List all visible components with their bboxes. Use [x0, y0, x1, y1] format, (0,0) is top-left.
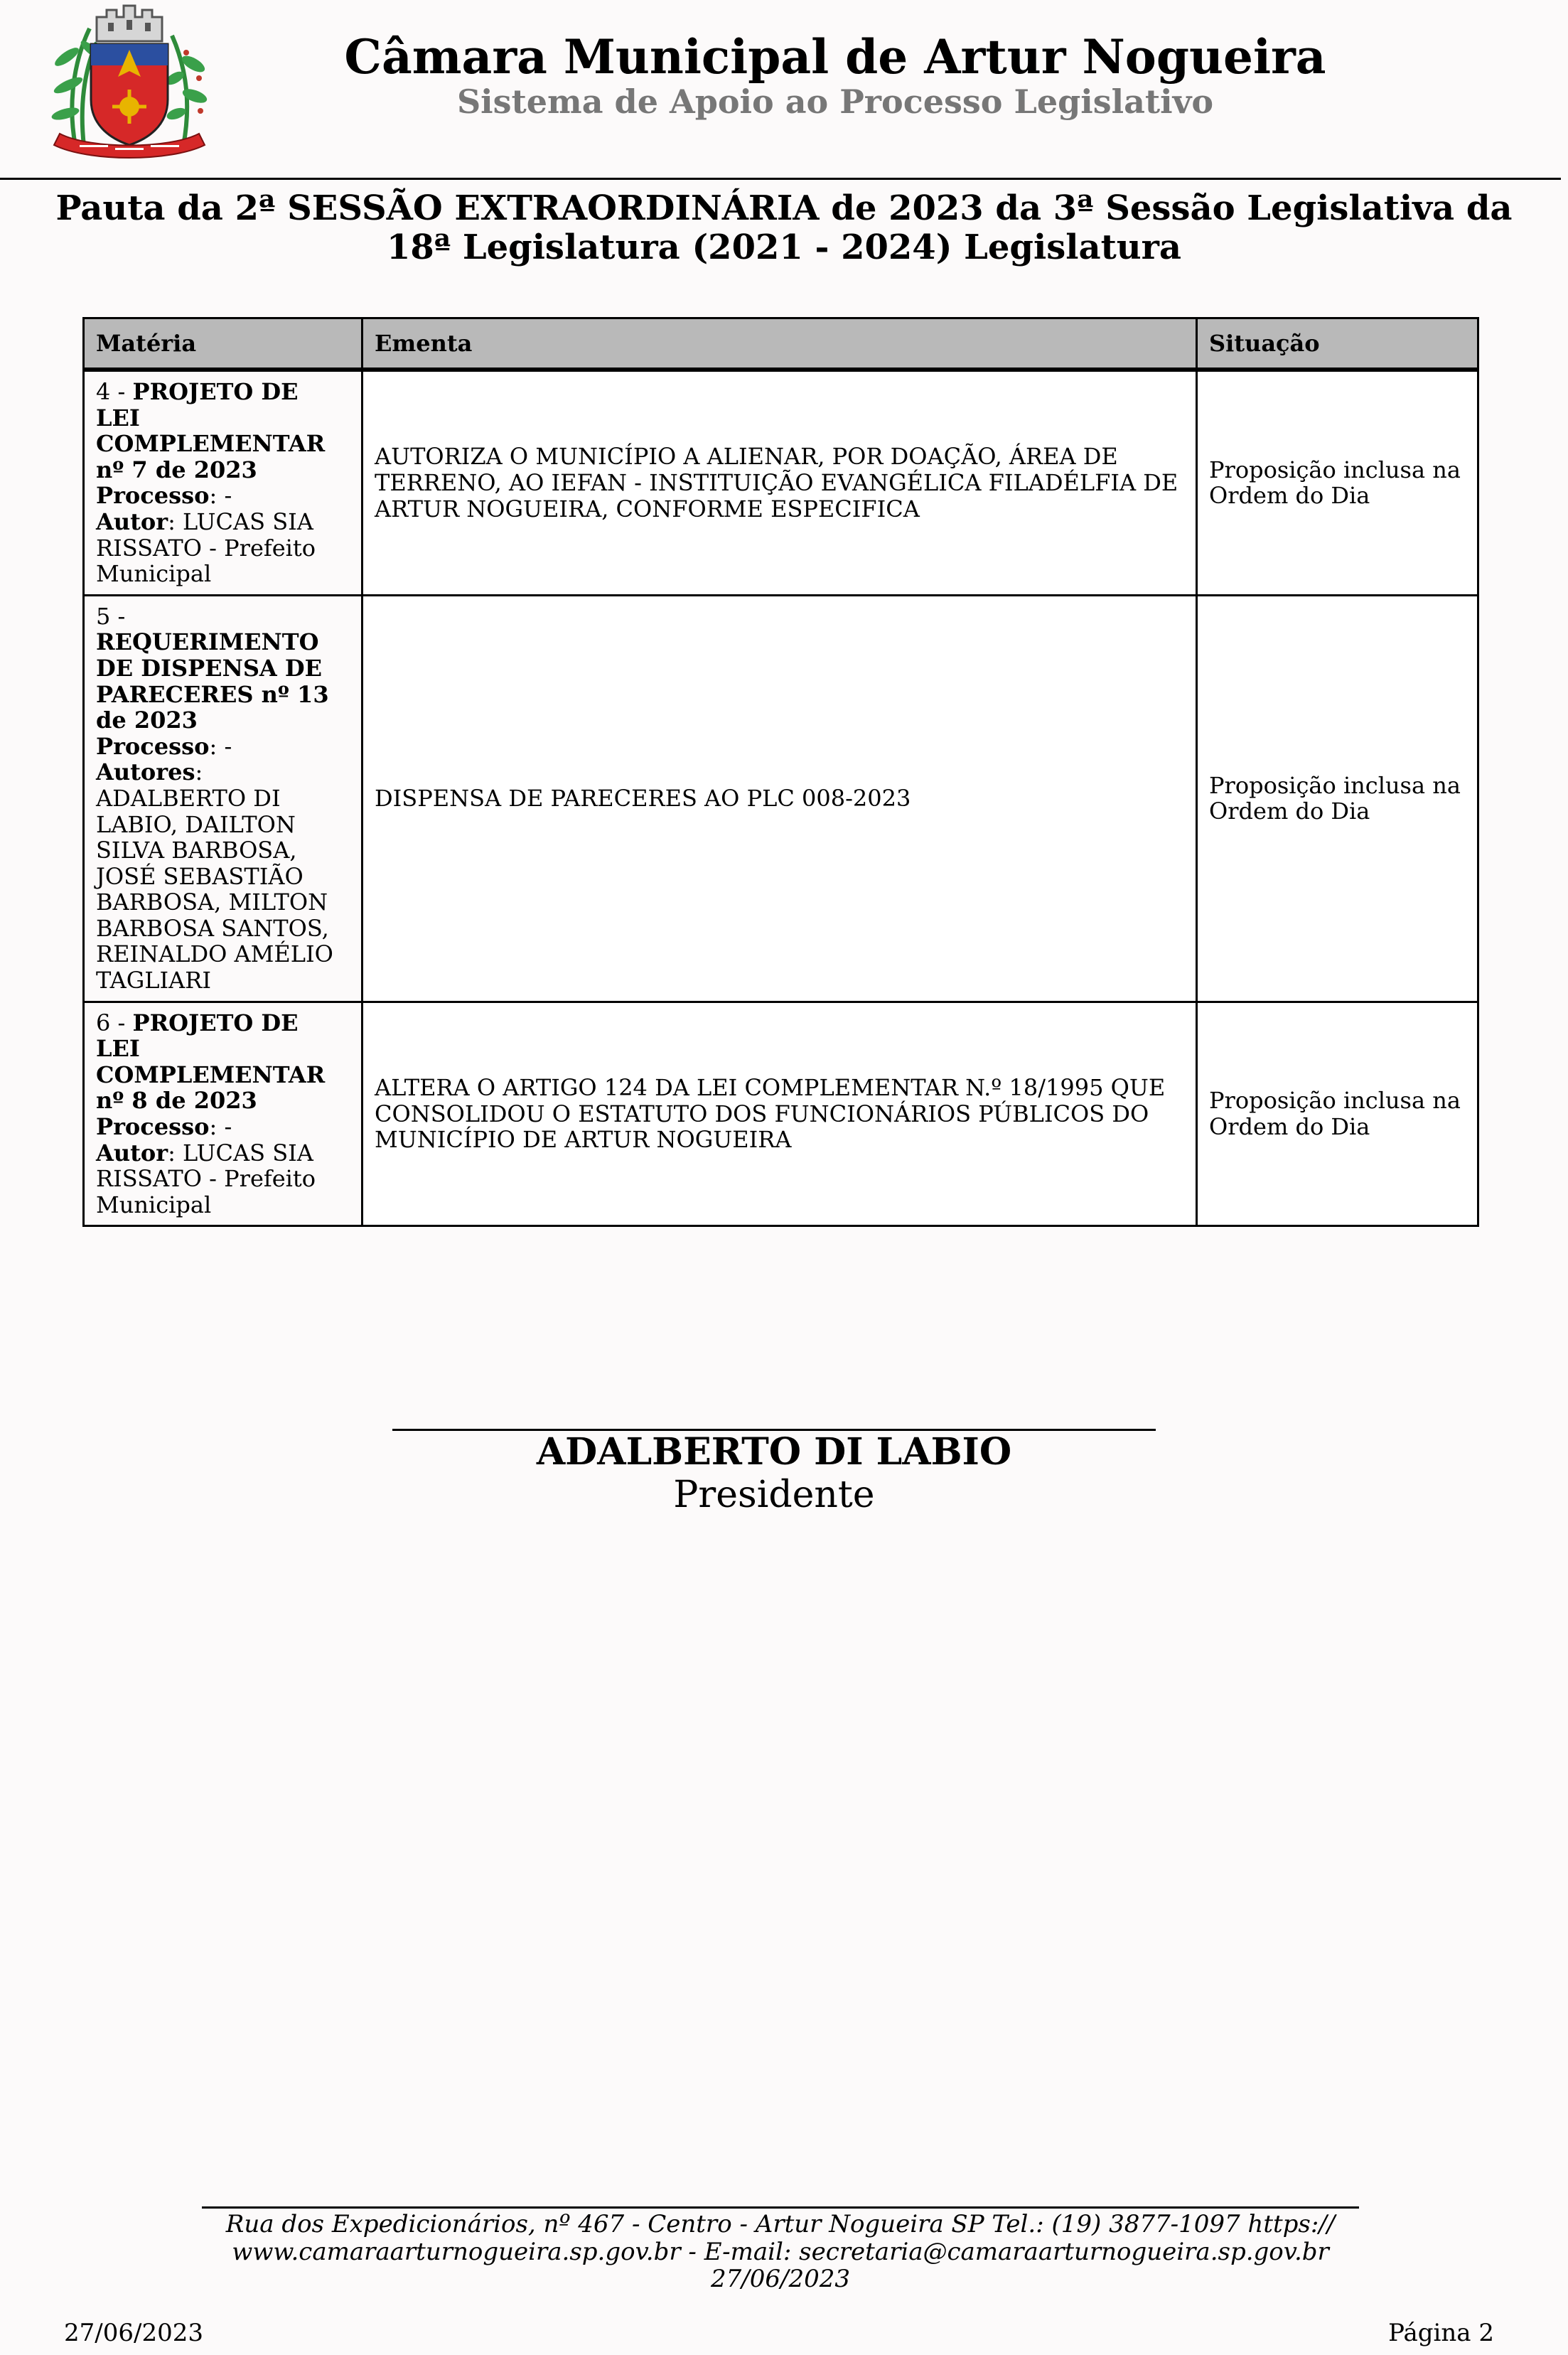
ementa-cell: ALTERA O ARTIGO 124 DA LEI COMPLEMENTAR N.º 18/1995 QUE CONSOLIDOU O ESTATUTO DOS FUNCIONÁRIOS PÚBLICOS DO MUNICÍPIO DE ARTUR NOGUEIRA: [363, 1002, 1197, 1226]
document-title: Pauta da 2ª SESSÃO EXTRAORDINÁRIA de 2023 da 3ª Sessão Legislativa da 18ª Legislatura (2021 - 2024) Legislatura: [55, 188, 1513, 267]
autor-label: Autores: [96, 758, 195, 786]
situacao-cell: Proposição inclusa na Ordem do Dia: [1197, 370, 1478, 595]
system-subtitle: Sistema de Apoio ao Processo Legislativo: [456, 82, 1214, 121]
signatory-role: Presidente: [673, 1474, 875, 1516]
item-number: 5 -: [96, 602, 126, 630]
signatory-name: ADALBERTO DI LABIO: [536, 1430, 1012, 1474]
agenda-table: [82, 317, 1479, 1227]
autor-value: : LUCAS SIA RISSATO - Prefeito Municipal: [96, 508, 316, 588]
item-title: PROJETO DE LEI COMPLEMENTAR nº 8 de 2023: [96, 1009, 326, 1115]
footer-address: Rua dos Expedicionários, nº 467 - Centro - Artur Nogueira SP Tel.: (19) 3877-1097 https:// www.camaraarturnogueira.sp.gov.br - E-mail: secretaria@camaraarturnogueira.sp.gov.br 27/06/2023: [225, 2210, 1336, 2293]
institution-title: Câmara Municipal de Artur Nogueira: [344, 29, 1326, 85]
autor-value: : LUCAS SIA RISSATO - Prefeito Municipal: [96, 1139, 316, 1218]
table-row: [84, 1002, 1478, 1226]
column-header-materia: Matéria: [84, 318, 363, 370]
autor-label: Autor: [96, 1139, 168, 1166]
processo-label: Processo: [96, 732, 210, 760]
situacao-cell: Proposição inclusa na Ordem do Dia: [1197, 595, 1478, 1002]
column-header-situacao: Situação: [1197, 318, 1478, 370]
table-row: [84, 595, 1478, 1002]
situacao-cell: Proposição inclusa na Ordem do Dia: [1197, 1002, 1478, 1226]
processo-value: : -: [209, 482, 232, 510]
item-title: REQUERIMENTO DE DISPENSA DE PARECERES nº 13 de 2023: [96, 628, 329, 734]
materia-cell: [84, 595, 363, 1002]
header-divider: [0, 178, 1561, 180]
table-header-row: [84, 318, 1478, 370]
page-number: Página 2: [1388, 2319, 1494, 2347]
footer-date: 27/06/2023: [64, 2319, 203, 2347]
item-number: 6 -: [96, 1009, 133, 1036]
item-number: 4 -: [96, 378, 133, 405]
item-title: PROJETO DE LEI COMPLEMENTAR nº 7 de 2023: [96, 378, 326, 483]
table-row: [84, 370, 1478, 595]
column-header-ementa: Ementa: [363, 318, 1197, 370]
autor-value: : ADALBERTO DI LABIO, DAILTON SILVA BARBOSA, JOSÉ SEBASTIÃO BARBOSA, MILTON BARBOSA SANTOS, REINALDO AMÉLIO TAGLIARI: [96, 758, 333, 994]
processo-value: : -: [209, 1113, 232, 1141]
processo-label: Processo: [96, 1113, 210, 1141]
autor-label: Autor: [96, 508, 168, 535]
footer-divider: [202, 2206, 1359, 2209]
materia-cell: [84, 370, 363, 595]
page-header: [0, 0, 1568, 179]
processo-label: Processo: [96, 482, 210, 510]
processo-value: : -: [209, 732, 232, 760]
ementa-cell: DISPENSA DE PARECERES AO PLC 008-2023: [363, 595, 1197, 1002]
materia-cell: [84, 1002, 363, 1226]
ementa-cell: AUTORIZA O MUNICÍPIO A ALIENAR, POR DOAÇÃO, ÁREA DE TERRENO, AO IEFAN - INSTITUIÇÃO EVANGÉLICA FILADÉLFIA DE ARTUR NOGUEIRA, CONFORME ESPECIFICA: [363, 370, 1197, 595]
coat-of-arms-icon: [47, 0, 212, 165]
